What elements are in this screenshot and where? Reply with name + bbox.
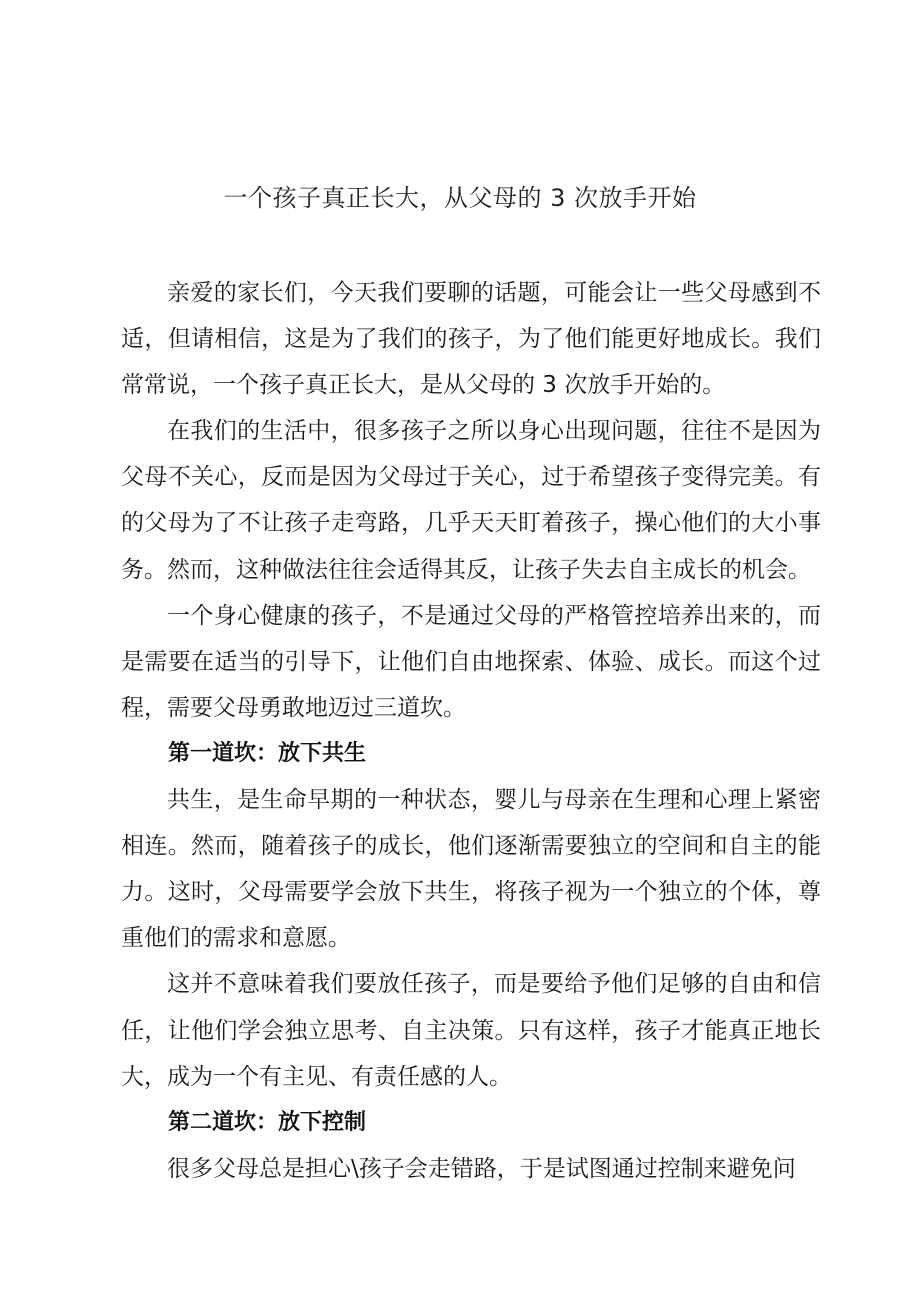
section-heading: 第二道坎：放下控制: [168, 1109, 367, 1135]
document-title: 一个孩子真正长大，从父母的 3 次放手开始: [223, 184, 697, 212]
paragraph: 亲爱的家长们，今天我们要聊的话题，可能会让一些父母感到不适，但请相信，这是为了我们的孩子，为了他们能更好地成长。我们常常说，一个孩子真正长大，是从父母的 3 次放手开始的。: [121, 280, 821, 399]
paragraph: 这并不意味着我们要放任孩子，而是要给予他们足够的自由和信任，让他们学会独立思考、自主决策。只有这样，孩子才能真正地长大，成为一个有主见、有责任感的人。: [121, 971, 821, 1090]
section-heading: 第一道坎：放下共生: [168, 740, 367, 766]
document-body: [121, 270, 821, 1192]
paragraph: 一个身心健康的孩子，不是通过父母的严格管控培养出来的，而是需要在适当的引导下，让他们自由地探索、体验、成长。而这个过程，需要父母勇敢地迈过三道坎。: [121, 602, 821, 721]
paragraph: 共生，是生命早期的一种状态，婴儿与母亲在生理和心理上紧密相连。然而，随着孩子的成长，他们逐渐需要独立的空间和自主的能力。这时，父母需要学会放下共生，将孩子视为一个独立的个体，尊重他们的需求和意愿。: [121, 787, 821, 952]
paragraph: 很多父母总是担心\孩子会走错路，于是试图通过控制来避免问: [167, 1155, 796, 1182]
paragraph: 在我们的生活中，很多孩子之所以身心出现问题，往往不是因为父母不关心，反而是因为父母过于关心，过于希望孩子变得完美。有的父母为了不让孩子走弯路，几乎天天盯着孩子，操心他们的大小事务。然而，这种做法往往会适得其反，让孩子失去自主成长的机会。: [121, 418, 821, 583]
